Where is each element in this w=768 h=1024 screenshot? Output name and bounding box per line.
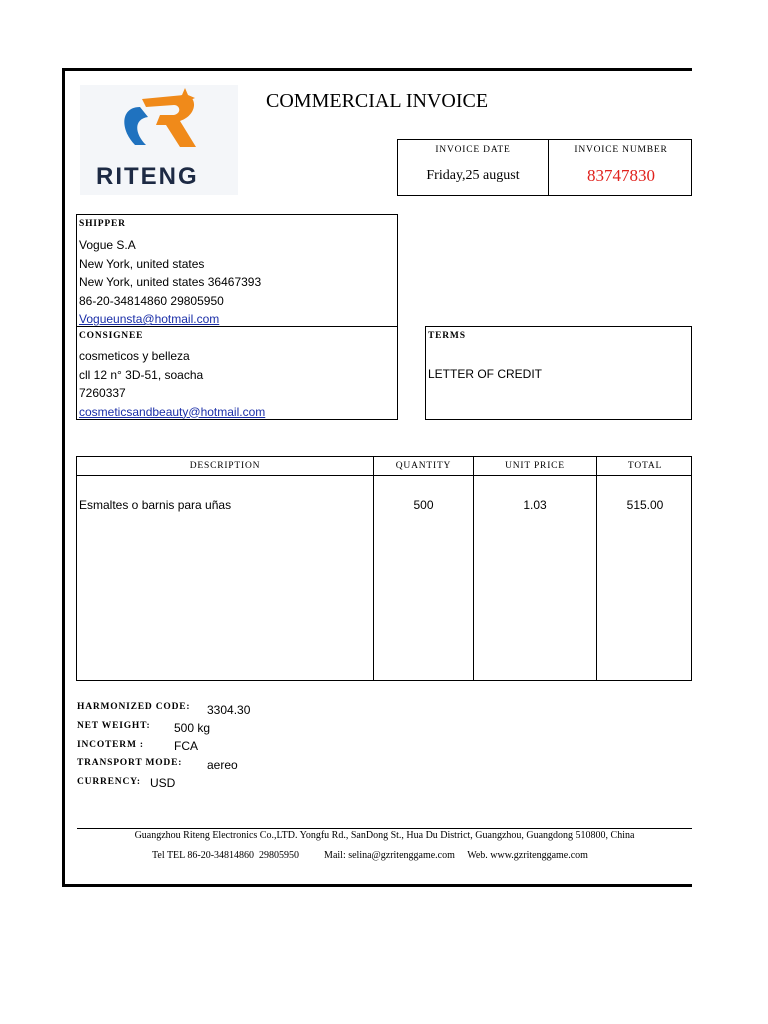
footer-divider xyxy=(77,828,692,829)
footer-contact: Tel TEL 86-20-34814860 29805950 Mail: selina@gzritenggame.com Web. www.gzritenggame.com xyxy=(152,850,588,861)
invoice-number-label: INVOICE NUMBER xyxy=(574,145,668,155)
footer-address: Guangzhou Riteng Electronics Co.,LTD. Yongfu Rd., SanDong St., Hua Du District, Guangzhou, Guangdong 510800, China xyxy=(134,830,635,841)
net-weight-label: NET WEIGHT: xyxy=(77,721,151,731)
column-divider xyxy=(373,457,374,680)
transport-mode-label: TRANSPORT MODE: xyxy=(77,758,183,768)
shipper-email-link[interactable]: Vogueunsta@hotmail.com xyxy=(79,312,220,326)
table-header-divider xyxy=(77,475,691,476)
consignee-phone: 7260337 xyxy=(79,386,126,400)
company-logo xyxy=(80,85,238,195)
row-unit-price: 1.03 xyxy=(523,498,547,512)
terms-value: LETTER OF CREDIT xyxy=(428,367,543,381)
shipper-address-1: New York, united states xyxy=(79,256,205,271)
terms-box xyxy=(425,326,692,420)
hs-code-label: HARMONIZED CODE: xyxy=(77,702,191,712)
hs-code-value: 3304.30 xyxy=(207,703,251,717)
shipper-name: Vogue S.A xyxy=(79,238,136,252)
riteng-logo-icon xyxy=(80,85,238,165)
net-weight-value: 500 kg xyxy=(174,721,211,735)
row-quantity: 500 xyxy=(413,498,434,512)
shipper-box xyxy=(76,214,398,327)
consignee-details xyxy=(79,347,265,421)
frame-bottom-border xyxy=(62,884,692,887)
consignee-name: cosmeticos y belleza xyxy=(79,349,190,363)
invoice-date-label: INVOICE DATE xyxy=(435,145,511,155)
header-total: TOTAL xyxy=(627,461,663,471)
consignee-label: CONSIGNEE xyxy=(79,331,144,341)
invoice-date-value: Friday,25 august xyxy=(426,168,520,183)
row-description: Esmaltes o barnis para uñas xyxy=(79,498,232,512)
shipper-address-2: New York, united states 36467393 xyxy=(79,275,262,289)
incoterm-value: FCA xyxy=(174,739,198,753)
incoterm-label: INCOTERM : xyxy=(77,740,144,750)
column-divider xyxy=(473,457,474,680)
shipper-details xyxy=(79,236,261,329)
header-quantity: QUANTITY xyxy=(395,461,452,471)
currency-label: CURRENCY: xyxy=(77,777,141,787)
shipper-phone: 86-20-34814860 29805950 xyxy=(79,293,224,308)
currency-value: USD xyxy=(150,776,176,790)
header-description: DESCRIPTION xyxy=(189,461,261,471)
logo-text: RITENG xyxy=(96,163,199,190)
shipper-label: SHIPPER xyxy=(79,219,126,229)
consignee-email-link[interactable]: cosmeticsandbeauty@hotmail.com xyxy=(79,404,266,419)
transport-mode-value: aereo xyxy=(207,758,238,772)
items-table xyxy=(76,456,692,681)
page-title: COMMERCIAL INVOICE xyxy=(266,90,489,112)
invoice-number-value: 83747830 xyxy=(587,166,655,185)
consignee-box xyxy=(76,326,398,420)
terms-label: TERMS xyxy=(428,331,466,341)
column-divider xyxy=(596,457,597,680)
frame-top-border xyxy=(62,68,692,71)
consignee-address: cll 12 n° 3D-51, soacha xyxy=(79,367,204,382)
frame-left-border xyxy=(62,68,65,887)
header-unit-price: UNIT PRICE xyxy=(505,461,565,471)
invoice-info-box xyxy=(397,139,692,196)
row-total: 515.00 xyxy=(626,498,664,512)
